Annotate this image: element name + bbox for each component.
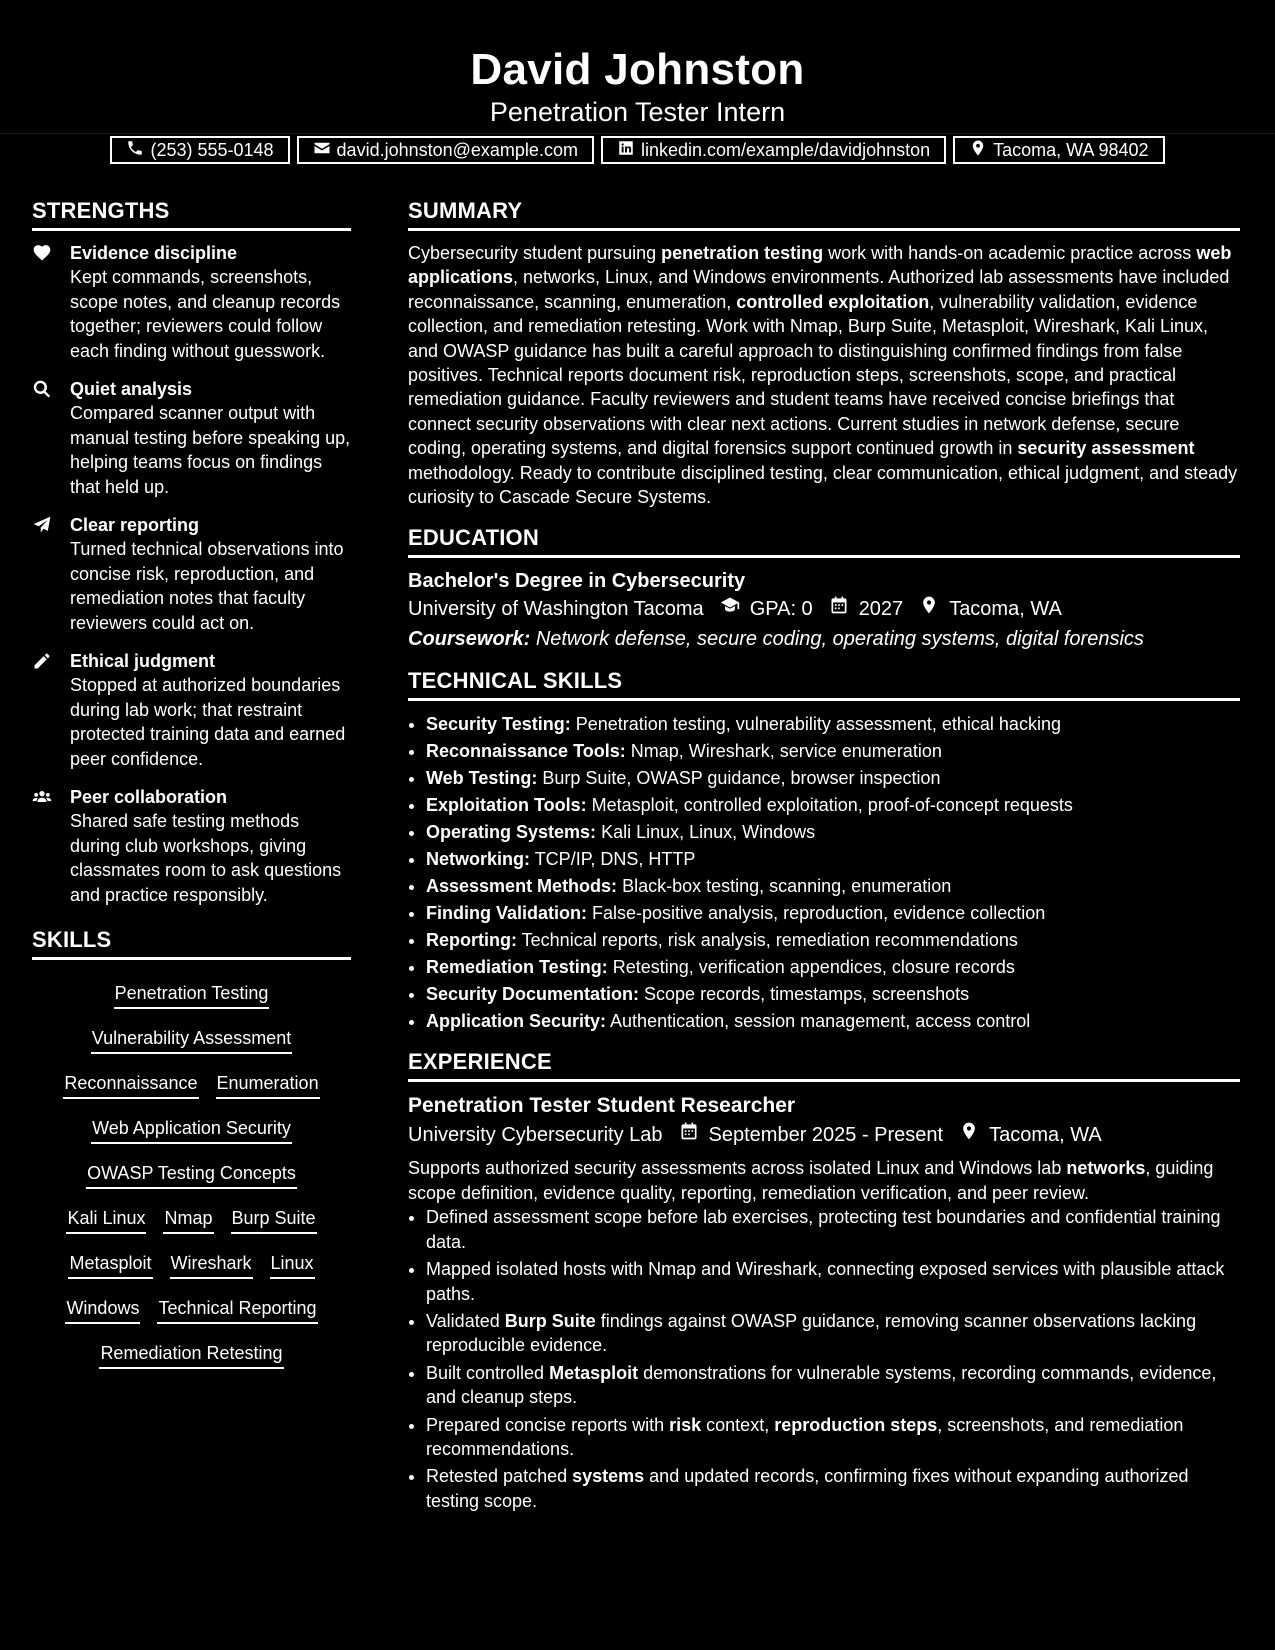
skill-tag: Windows: [65, 1297, 140, 1324]
linkedin-icon: [617, 139, 635, 162]
skill-tag: Wireshark: [170, 1252, 253, 1279]
experience-bullets: [408, 1205, 1240, 1513]
skill-tag: Nmap: [163, 1207, 213, 1234]
experience-location: Tacoma, WA: [989, 1124, 1102, 1147]
text-run: context,: [701, 1414, 775, 1435]
coursework-label: Coursework:: [408, 628, 531, 651]
strength-item: [32, 241, 351, 363]
bold-text: risk: [669, 1414, 702, 1435]
text-run: Cybersecurity student pursuing: [408, 243, 662, 263]
skills-row: [32, 1015, 351, 1060]
technical-skills-list: [408, 711, 1240, 1035]
experience-title: Penetration Tester Student Researcher: [408, 1094, 796, 1118]
bold-text: systems: [572, 1466, 645, 1487]
bold-text: Burp Suite: [504, 1310, 596, 1331]
skills-tag-cloud: [32, 970, 351, 1375]
text-run: Prepared concise reports with: [426, 1414, 670, 1435]
calendar-icon: [823, 594, 849, 624]
strength-title: Quiet analysis: [70, 379, 193, 399]
skills-row: [32, 1285, 351, 1330]
strength-title: Evidence discipline: [70, 243, 238, 263]
skill-category: Networking:: [426, 849, 531, 870]
contact-phone[interactable]: [110, 136, 289, 164]
strength-title: Ethical judgment: [70, 651, 216, 671]
experience-org: University Cybersecurity Lab: [408, 1124, 663, 1147]
skill-category: Security Testing:: [426, 714, 571, 735]
coursework: [408, 624, 1240, 654]
text-run: and updated records, confirming fixes without expanding authorized testing scope.: [426, 1466, 1189, 1511]
skill-values: Black-box testing, scanning, enumeration: [617, 876, 952, 897]
experience-meta: [408, 1120, 1240, 1150]
skill-tag: Enumeration: [216, 1072, 320, 1099]
text-run: Retested patched: [426, 1466, 573, 1487]
school-location: Tacoma, WA: [949, 598, 1062, 621]
strength-item: [32, 377, 351, 499]
experience-bullet: [426, 1413, 1240, 1462]
bold-text: networks: [1066, 1158, 1146, 1179]
skill-category: Assessment Methods:: [426, 876, 618, 897]
skill-values: Technical reports, risk analysis, remediation recommendations: [516, 930, 1018, 951]
text-run: Validated: [426, 1310, 505, 1331]
resume-header: [0, 0, 1275, 160]
text-run: work with hands-on academic practice across: [823, 243, 1197, 263]
skill-category: Application Security:: [426, 1011, 607, 1032]
bold-text: reproduction steps: [774, 1414, 938, 1435]
technical-skill-item: [426, 981, 1240, 1008]
paper-plane-icon: [32, 513, 70, 635]
skill-values: TCP/IP, DNS, HTTP: [530, 849, 696, 870]
strength-desc: Turned technical observations into concise risk, reproduction, and remediation notes that faculty reviewers could act on.: [70, 539, 344, 633]
experience-bullet: [426, 1464, 1240, 1513]
technical-skill-item: [426, 819, 1240, 846]
text-run: , vulnerability validation, evidence collection, and remediation retesting. Work with Nmap, Burp Suite, Metasploit, Wireshark, Kali Linux, and OWASP guidance has built a careful approach to distinguishing confirmed findings from false positives. Technical reports document risk, reproduction steps, screenshots, scope, and practical remediation guidance. Faculty reviewers and student teams have received concise briefings that connect security observations with clear next actions. Current studies in network defense, secure coding, operating systems, and digital forensics support continued growth in: [408, 291, 1209, 459]
right-column: [408, 198, 1240, 1516]
technical-skill-item: [426, 792, 1240, 819]
technical-skill-item: [426, 954, 1240, 981]
search-icon: [32, 377, 70, 499]
strength-title: Peer collaboration: [70, 787, 228, 807]
experience-bullet: [426, 1309, 1240, 1358]
coursework-list: Network defense, secure coding, operating systems, digital forensics: [535, 628, 1144, 651]
strength-item: [32, 785, 351, 907]
summary-heading: SUMMARY: [408, 198, 1240, 231]
skill-category: Remediation Testing:: [426, 957, 608, 978]
skill-tag: Technical Reporting: [157, 1297, 317, 1324]
graduation-cap-icon: [714, 594, 740, 624]
strength-desc: Stopped at authorized boundaries during lab work; that restraint protected training data and earned peer confidence.: [70, 675, 346, 769]
experience-bullet: [426, 1205, 1240, 1254]
skill-tag: OWASP Testing Concepts: [86, 1162, 297, 1189]
education-heading: EDUCATION: [408, 525, 1240, 558]
technical-skill-item: [426, 738, 1240, 765]
phone-icon: [126, 139, 144, 162]
technical-skill-item: [426, 1008, 1240, 1035]
text-run: , guiding scope definition, evidence quality, reporting, remediation verification, and peer review.: [408, 1158, 1214, 1203]
technical-skill-item: [426, 900, 1240, 927]
skills-row: [32, 1330, 351, 1375]
experience-dates: September 2025 - Present: [708, 1124, 944, 1147]
skill-tag: Burp Suite: [231, 1207, 317, 1234]
skills-row: [32, 1195, 351, 1240]
experience-bullet: [426, 1361, 1240, 1410]
contact-email-text: david.johnston@example.com: [336, 139, 578, 160]
school-name: University of Washington Tacoma: [408, 598, 704, 621]
skills-row: [32, 1105, 351, 1150]
skill-values: Kali Linux, Linux, Windows: [596, 822, 816, 843]
users-icon: [32, 785, 70, 907]
text-run: , screenshots, and remediation recommendations.: [426, 1414, 1184, 1459]
graduation-year: 2027: [858, 598, 904, 621]
skill-category: Web Testing:: [426, 768, 538, 789]
text-run: Supports authorized security assessments across isolated Linux and Windows lab: [408, 1158, 1067, 1179]
map-marker-icon: [953, 1120, 979, 1150]
skill-values: Metasploit, controlled exploitation, proof-of-concept requests: [586, 795, 1073, 816]
bold-text: web applications: [408, 243, 1232, 288]
bold-text: controlled exploitation: [736, 291, 930, 312]
skills-row: [32, 1060, 351, 1105]
skills-row: [32, 970, 351, 1015]
degree-title: Bachelor's Degree in Cybersecurity: [408, 570, 746, 593]
left-column: [32, 198, 351, 1375]
education-meta: [408, 594, 1240, 624]
technical-skill-item: [426, 927, 1240, 954]
bold-text: security assessment: [1017, 438, 1195, 459]
experience-bullet: [426, 1257, 1240, 1306]
summary-text: [408, 241, 1240, 509]
bold-text: penetration testing: [661, 243, 824, 263]
strength-item: [32, 649, 351, 771]
contact-location[interactable]: [953, 136, 1164, 164]
map-marker-icon: [969, 139, 987, 162]
strength-desc: Shared safe testing methods during club workshops, giving classmates room to ask questions and practice responsibly.: [70, 811, 342, 905]
calendar-icon: [673, 1120, 699, 1150]
skills-row: [32, 1240, 351, 1285]
skill-values: Penetration testing, vulnerability assessment, ethical hacking: [570, 714, 1061, 735]
experience-description: [408, 1156, 1240, 1205]
technical-skill-item: [426, 846, 1240, 873]
strength-title: Clear reporting: [70, 515, 200, 535]
skill-category: Finding Validation:: [426, 903, 587, 924]
text-run: Defined assessment scope before lab exercises, protecting test boundaries and confidential training data.: [426, 1207, 1221, 1252]
experience-heading: EXPERIENCE: [408, 1049, 1240, 1082]
envelope-icon: [313, 139, 331, 162]
contact-bar: [0, 136, 1275, 164]
skill-values: False-positive analysis, reproduction, evidence collection: [587, 903, 1046, 924]
contact-location-text: Tacoma, WA 98402: [993, 139, 1149, 160]
contact-linkedin[interactable]: [601, 136, 946, 164]
heart-icon: [32, 241, 70, 363]
technical-skill-item: [426, 765, 1240, 792]
contact-email[interactable]: [297, 136, 594, 164]
skills-row: [32, 1150, 351, 1195]
strength-desc: Compared scanner output with manual testing before speaking up, helping teams focus on findings that held up.: [70, 403, 351, 497]
skill-tag: Penetration Testing: [114, 982, 270, 1009]
skill-tag: Vulnerability Assessment: [91, 1027, 292, 1054]
skill-category: Operating Systems:: [426, 822, 597, 843]
skill-category: Reporting:: [426, 930, 517, 951]
text-run: findings against OWASP guidance, removing scanner observations lacking reproducible evidence.: [426, 1310, 1197, 1356]
text-run: demonstrations for vulnerable systems, recording commands, evidence, and cleanup steps.: [426, 1362, 1217, 1408]
bold-text: Metasploit: [549, 1362, 639, 1383]
text-run: , networks, Linux, and Windows environments. Authorized lab assessments have included reconnaissance, scanning, enumeration,: [408, 267, 1230, 312]
text-run: Built controlled: [426, 1362, 550, 1383]
strength-item: [32, 513, 351, 635]
skill-tag: Linux: [270, 1252, 315, 1279]
skill-tag: Remediation Retesting: [99, 1342, 283, 1369]
gpa: GPA: 0: [749, 598, 813, 621]
skill-values: Burp Suite, OWASP guidance, browser inspection: [537, 768, 941, 789]
map-marker-icon: [913, 594, 939, 624]
skill-category: Reconnaissance Tools:: [426, 741, 626, 762]
skill-category: Security Documentation:: [426, 984, 640, 1005]
contact-linkedin-text: linkedin.com/example/davidjohnston: [640, 139, 931, 160]
skills-heading: SKILLS: [32, 927, 351, 960]
skill-tag: Web Application Security: [91, 1117, 292, 1144]
skill-values: Authentication, session management, access control: [606, 1011, 1031, 1032]
skill-tag: Kali Linux: [66, 1207, 146, 1234]
pencil-icon: [32, 649, 70, 771]
skill-values: Nmap, Wireshark, service enumeration: [625, 741, 942, 762]
contact-phone-text: (253) 555-0148: [150, 139, 274, 160]
skill-values: Scope records, timestamps, screenshots: [639, 984, 970, 1005]
strength-desc: Kept commands, screenshots, scope notes, and cleanup records together; reviewers could follow each finding without guesswork.: [70, 267, 341, 361]
skill-values: Retesting, verification appendices, closure records: [607, 957, 1015, 978]
technical-skills-heading: TECHNICAL SKILLS: [408, 668, 1240, 701]
job-title: Penetration Tester Intern: [489, 97, 786, 127]
candidate-name: David Johnston: [470, 45, 805, 94]
skill-category: Exploitation Tools:: [426, 795, 587, 816]
skill-tag: Reconnaissance: [63, 1072, 198, 1099]
technical-skill-item: [426, 873, 1240, 900]
text-run: Mapped isolated hosts with Nmap and Wireshark, connecting exposed services with plausible attack paths.: [426, 1259, 1225, 1304]
strengths-heading: STRENGTHS: [32, 198, 351, 231]
technical-skill-item: [426, 711, 1240, 738]
skill-tag: Metasploit: [68, 1252, 152, 1279]
text-run: methodology. Ready to contribute disciplined testing, clear communication, ethical judgment, and steady curiosity to Cascade Secure Systems.: [408, 462, 1238, 508]
